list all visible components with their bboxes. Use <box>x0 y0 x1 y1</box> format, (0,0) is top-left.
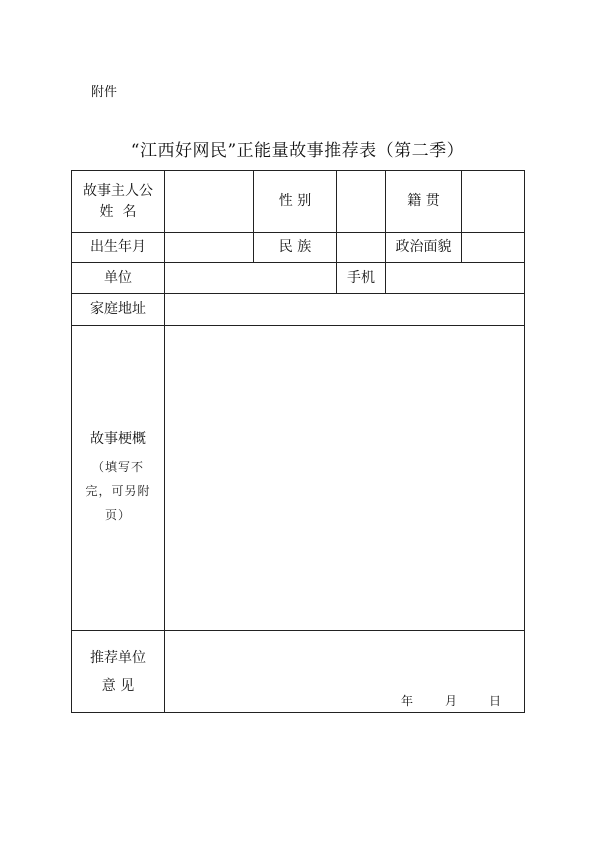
opinion-label-line1: 推荐单位 <box>90 649 146 666</box>
ethnicity-value-cell[interactable] <box>337 233 385 262</box>
unit-label: 单位 <box>104 269 132 286</box>
phone-value-cell[interactable] <box>386 263 524 293</box>
political-status-value-cell[interactable] <box>462 233 524 262</box>
gender-label: 性 别 <box>278 193 312 210</box>
opinion-date <box>401 692 501 709</box>
phone-label: 手机 <box>347 269 375 286</box>
native-place-label-cell <box>386 171 461 232</box>
unit-label-cell <box>72 263 164 293</box>
opinion-label-cell <box>72 631 164 712</box>
birth-label: 出生年月 <box>90 239 146 256</box>
name-label-line2: 姓 名 <box>99 203 137 220</box>
address-value-cell[interactable] <box>165 294 524 325</box>
summary-note-line2: 完，可另附 <box>85 484 151 499</box>
opinion-label-line2: 意 见 <box>101 677 135 694</box>
table-border-bottom <box>71 712 525 713</box>
page-title: “江西好网民”正能量故事推荐表（第二季） <box>130 141 465 161</box>
native-place-label: 籍 贯 <box>407 193 440 210</box>
name-label-line1: 故事主人公 <box>83 183 153 200</box>
birth-value-cell[interactable] <box>165 233 253 262</box>
unit-value-cell[interactable] <box>165 263 336 293</box>
phone-label-cell <box>337 263 385 293</box>
gender-value-cell[interactable] <box>337 171 385 232</box>
summary-label-cell <box>72 326 164 630</box>
gender-label-cell <box>254 171 336 232</box>
date-day-label: 日 <box>488 694 501 708</box>
recommendation-form-table <box>71 170 525 713</box>
political-status-label: 政治面貌 <box>395 239 452 256</box>
summary-label: 故事梗概 <box>90 430 146 447</box>
summary-note-line1: （填写不 <box>91 460 144 475</box>
summary-value-cell[interactable] <box>165 326 524 630</box>
date-year-label: 年 <box>401 694 414 708</box>
address-label-cell <box>72 294 164 325</box>
address-label: 家庭地址 <box>90 301 146 318</box>
name-value-cell[interactable] <box>165 171 253 232</box>
date-month-label: 月 <box>444 694 457 708</box>
name-label-cell <box>72 171 164 232</box>
attachment-label: 附件 <box>91 85 118 100</box>
table-border-right <box>524 170 525 713</box>
summary-note-line3: 页） <box>104 508 131 523</box>
political-status-label-cell <box>386 233 461 262</box>
ethnicity-label: 民 族 <box>278 239 312 256</box>
ethnicity-label-cell <box>254 233 336 262</box>
birth-label-cell <box>72 233 164 262</box>
native-place-value-cell[interactable] <box>462 171 524 232</box>
